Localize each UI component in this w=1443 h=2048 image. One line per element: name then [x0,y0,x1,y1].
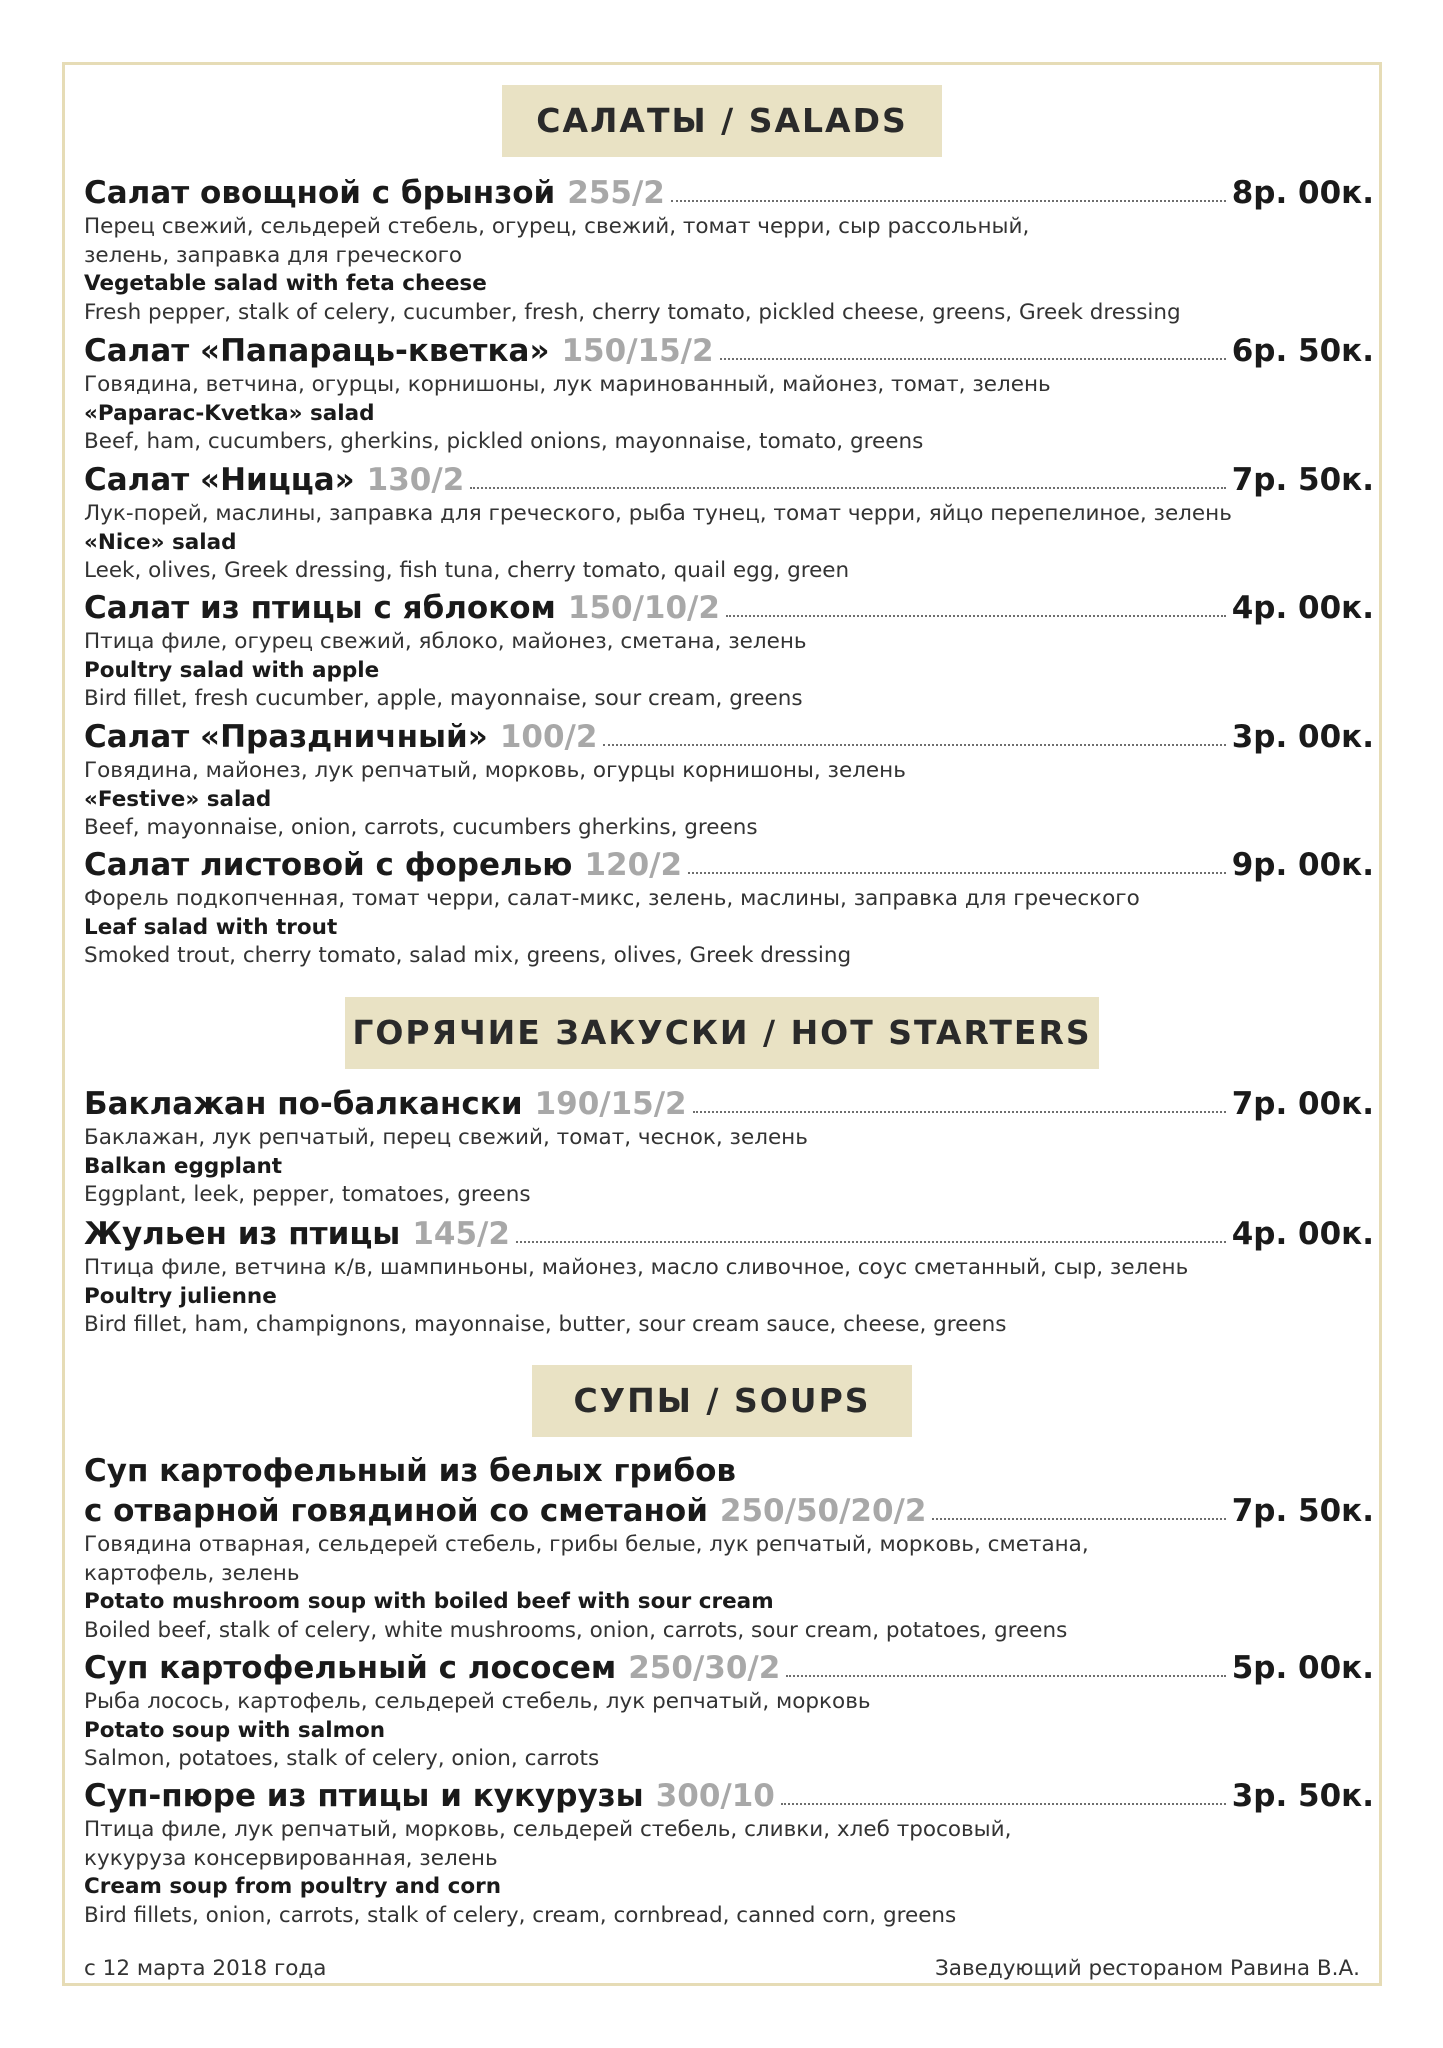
item-description-ru: Перец свежий, сельдерей стебель, огурец, свежий, томат черри, сыр рассольный, [84,214,1030,239]
menu-item [84,1084,1374,1210]
item-description-ru: Птица филе, ветчина к/в, шампиньоны, майонез, масло сливочное, соус сметанный, сыр, зелень [84,1255,1189,1280]
item-weight: 190/15/2 [534,1086,687,1122]
menu-item [84,588,1374,714]
item-title: Суп картофельный с лососем [84,1650,617,1686]
item-title: Салат листовой с форелью [84,847,573,883]
item-weight: 100/2 [499,719,598,755]
section-heading-soups: СУПЫ / SOUPS [532,1365,912,1437]
item-description-en: Eggplant, leek, pepper, tomatoes, greens [84,1182,531,1207]
item-title-en: «Nice» salad [84,529,237,555]
item-title-row [84,588,1374,628]
item-title-row [84,1491,1374,1531]
dotted-leader [603,744,1225,746]
item-title-row [84,331,1374,371]
dotted-leader [688,872,1226,874]
item-title-en: Poultry julienne [84,1283,277,1309]
item-description-en: Boiled beef, stalk of celery, white mushrooms, onion, carrots, sour cream, potatoes, greens [84,1617,1068,1643]
item-weight: 255/2 [567,175,665,211]
item-weight: 145/2 [412,1216,510,1252]
item-title-en: Cream soup from poultry and corn [84,1874,502,1899]
dotted-leader [720,358,1226,360]
item-title: с отварной говядиной со сметаной [84,1493,708,1529]
dotted-leader [671,200,1226,202]
item-description-ru: Птица филе, лук репчатый, морковь, сельдерей стебель, сливки, хлеб тросовый, [84,1817,1012,1842]
item-title: Салат «Папараць-кветка» [84,333,550,369]
item-title-line: Суп картофельный из белых грибов [84,1453,737,1489]
item-description-ru: Форель подкопченная, томат черри, салат-микс, зелень, маслины, заправка для греческого [84,886,1140,911]
item-description-ru: Говядина, майонез, лук репчатый, морковь, огурцы корнишоны, зелень [84,758,906,783]
item-title-en: Poultry salad with apple [84,657,380,683]
menu-item [84,173,1374,327]
item-price: 7р. 50к. [1231,1493,1374,1529]
item-title-en: Potato mushroom soup with boiled beef with sour cream [84,1589,774,1614]
item-price: 6р. 50к. [1231,333,1374,369]
item-description-ru: Говядина отварная, сельдерей стебель, грибы белые, лук репчатый, морковь, сметана, [84,1532,1089,1557]
dotted-leader [786,1675,1225,1677]
menu-item [84,1214,1374,1340]
menu-item [84,1776,1374,1930]
section-heading-hot-starters: ГОРЯЧИЕ ЗАКУСКИ / HOT STARTERS [345,997,1099,1069]
section-heading-wrap [65,85,1379,157]
item-description-en: Bird fillets, onion, carrots, stalk of celery, cream, cornbread, canned corn, greens [84,1902,957,1928]
item-title: Салат овощной с брынзой [84,175,556,211]
dotted-leader [932,1518,1225,1520]
item-price: 7р. 00к. [1231,1086,1374,1122]
item-title-en: «Festive» salad [84,786,272,812]
menu-page [62,62,1382,1986]
item-description-ru: Птица филе, огурец свежий, яблоко, майонез, сметана, зелень [84,629,807,654]
footer-date: с 12 марта 2018 года [84,1956,327,1981]
item-description-en: Beef, ham, cucumbers, gherkins, pickled onions, mayonnaise, tomato, greens [84,429,924,454]
item-description-en: Bird fillet, fresh cucumber, apple, mayonnaise, sour cream, greens [84,686,803,711]
item-description-en: Bird fillet, ham, champignons, mayonnaise, butter, sour cream sauce, cheese, greens [84,1312,1007,1337]
item-description-ru: Баклажан, лук репчатый, перец свежий, томат, чеснок, зелень [84,1125,808,1150]
item-price: 4р. 00к. [1231,590,1374,626]
item-title: Салат «Ницца» [84,462,355,498]
section-heading-salads: САЛАТЫ / SALADS [502,85,942,157]
item-weight: 150/10/2 [567,590,720,626]
item-title-row [84,845,1374,885]
item-title-en: Vegetable salad with feta cheese [84,271,487,296]
dotted-leader [516,1241,1226,1243]
menu-item [84,460,1374,586]
item-title: Салат из птицы с яблоком [84,590,556,626]
item-title-en: Leaf salad with trout [84,914,338,940]
item-title: Салат «Праздничный» [84,719,488,755]
item-description-ru: Рыба лосось, картофель, сельдерей стебель, лук репчатый, морковь [84,1689,871,1714]
dotted-leader [470,487,1225,489]
item-description-ru: Говядина, ветчина, огурцы, корнишоны, лук маринованный, майонез, томат, зелень [84,372,1051,397]
menu-item [84,331,1374,457]
item-description-en: Beef, mayonnaise, onion, carrots, cucumbers gherkins, greens [84,815,758,840]
item-title-en: Potato soup with salmon [84,1717,386,1743]
item-weight: 250/50/20/2 [719,1493,927,1529]
dotted-leader [781,1803,1226,1805]
dotted-leader [693,1111,1226,1113]
item-title: Суп-пюре из птицы и кукурузы [84,1778,644,1814]
item-title-row [84,173,1374,213]
item-description-ru: картофель, зелень [84,1560,300,1586]
item-title-row [84,717,1374,757]
item-weight: 250/30/2 [628,1650,781,1686]
item-description-ru: зелень, заправка для греческого [84,242,463,268]
menu-item [84,1451,1374,1645]
menu-item [84,845,1374,971]
item-weight: 300/10 [655,1778,775,1814]
item-title-row [84,1648,1374,1688]
footer-signature: Заведующий рестораном Равина В.А. [934,1956,1360,1981]
item-weight: 130/2 [366,462,465,498]
item-title: Баклажан по-балкански [84,1086,523,1122]
item-weight: 150/15/2 [561,333,714,369]
menu-item [84,1648,1374,1774]
item-title-row [84,1084,1374,1124]
item-price: 4р. 00к. [1231,1216,1374,1252]
item-title: Жульен из птицы [84,1216,401,1252]
item-description-ru: кукуруза консервированная, зелень [84,1845,498,1871]
item-price: 9р. 00к. [1231,847,1374,883]
section-heading-wrap [65,997,1379,1069]
item-description-en: Fresh pepper, stalk of celery, cucumber, fresh, cherry tomato, pickled cheese, greens, Greek dressing [84,299,1181,325]
section-heading-wrap [65,1365,1379,1437]
menu-item [84,717,1374,843]
item-description-ru: Лук-порей, маслины, заправка для греческого, рыба тунец, томат черри, яйцо перепелиное, зелень [84,501,1232,526]
item-title-en: Balkan eggplant [84,1153,283,1179]
item-title-row [84,1214,1374,1254]
item-description-en: Smoked trout, cherry tomato, salad mix, greens, olives, Greek dressing [84,943,852,968]
item-price: 5р. 00к. [1231,1650,1374,1686]
item-price: 3р. 50к. [1231,1778,1374,1814]
item-description-en: Leek, olives, Greek dressing, fish tuna, cherry tomato, quail egg, green [84,558,850,583]
item-weight: 120/2 [584,847,683,883]
item-description-en: Salmon, potatoes, stalk of celery, onion, carrots [84,1746,600,1771]
item-title-row [84,1776,1374,1816]
item-title-row [84,460,1374,500]
item-price: 3р. 00к. [1231,719,1374,755]
item-title-en: «Paparac-Kvetka» salad [84,400,375,426]
item-price: 8р. 00к. [1231,175,1374,211]
dotted-leader [726,615,1226,617]
item-price: 7р. 50к. [1231,462,1374,498]
